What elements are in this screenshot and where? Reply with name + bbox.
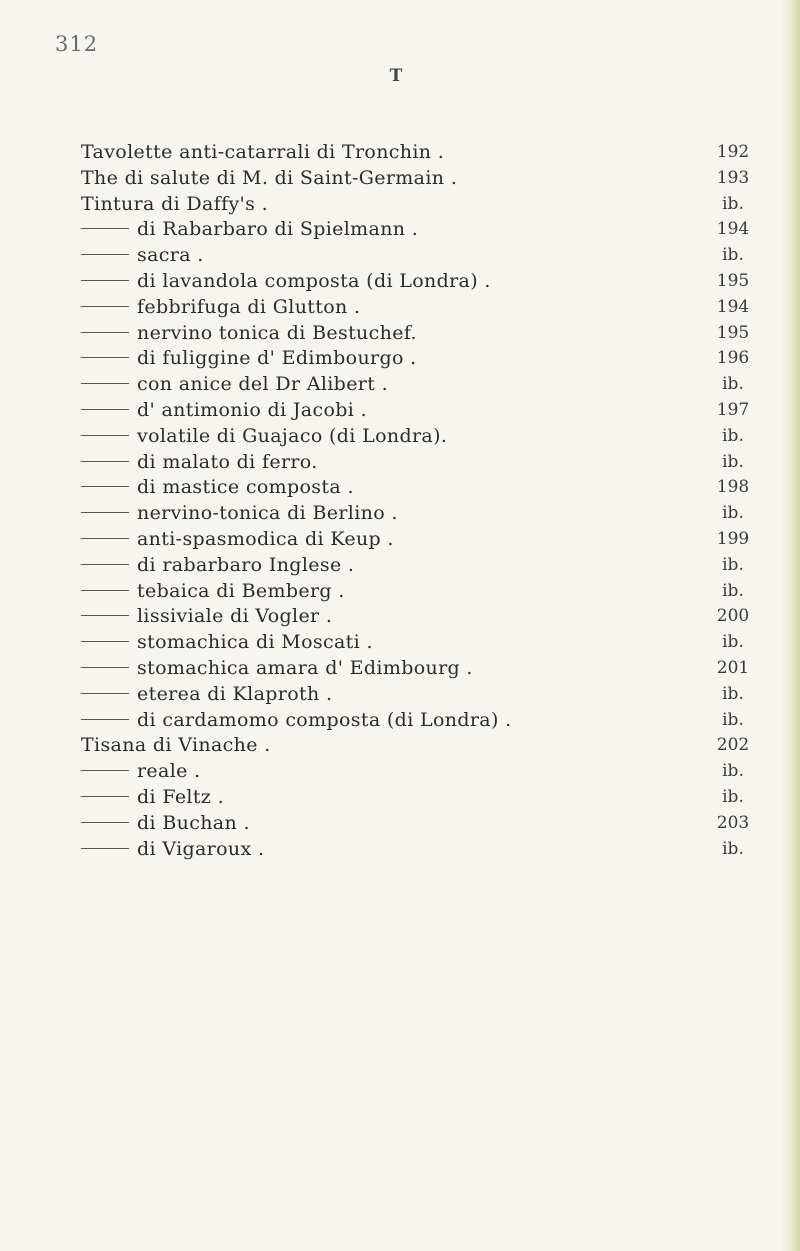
index-entry [81, 243, 757, 269]
index-entry [81, 837, 757, 863]
entry-text: stomachica amara d' Edimbourg . [137, 656, 473, 679]
index-list [81, 140, 757, 862]
index-entry [81, 553, 757, 579]
entry-page-ref: 194 [716, 219, 750, 240]
index-entry [81, 811, 757, 837]
ditto-dash [81, 332, 129, 333]
entry-text: Tintura di Daffy's . [81, 192, 268, 215]
ditto-dash [81, 383, 129, 384]
entry-text: di Buchan . [137, 811, 250, 834]
index-entry [81, 217, 757, 243]
entry-page-ref: 194 [716, 296, 750, 317]
index-entry [81, 140, 757, 166]
index-entry [81, 785, 757, 811]
entry-page-ref: 195 [716, 322, 750, 343]
entry-text: di lavandola composta (di Londra) . [137, 269, 491, 292]
entry-page-ref: 195 [716, 270, 750, 291]
index-entry [81, 501, 757, 527]
entry-text: eterea di Klaproth . [137, 682, 333, 705]
entry-text: di fuliggine d' Edimbourgo . [137, 347, 417, 370]
page-number: 312 [55, 32, 99, 56]
entry-page-ref: 192 [716, 142, 750, 162]
index-entry [81, 733, 757, 759]
index-entry [81, 166, 757, 192]
entry-page-ref: 196 [716, 348, 750, 369]
ditto-dash [81, 719, 129, 720]
ditto-dash [81, 435, 129, 436]
ditto-dash [81, 667, 129, 668]
ditto-dash [81, 486, 129, 487]
entry-page-ref: 197 [716, 399, 750, 420]
index-entry [81, 708, 757, 734]
entry-page-ref: 198 [716, 477, 750, 498]
entry-text: volatile di Guajaco (di Londra). [137, 424, 448, 447]
entry-page-ref: ib. [722, 709, 744, 730]
index-entry [81, 682, 757, 708]
entry-text: Tavolette anti-catarrali di Tronchin . [81, 141, 445, 163]
entry-page-ref: ib. [722, 425, 744, 446]
ditto-dash [81, 770, 129, 771]
entry-page-ref: ib. [722, 503, 744, 524]
entry-text: sacra . [137, 244, 204, 267]
ditto-dash [81, 641, 129, 642]
entry-page-ref: ib. [722, 838, 744, 859]
entry-text: di rabarbaro Inglese . [137, 553, 355, 576]
entry-text: di mastice composta . [137, 476, 354, 499]
entry-page-ref: 193 [716, 167, 750, 188]
entry-text: lissiviale di Vogler . [137, 605, 333, 628]
index-entry [81, 656, 757, 682]
entry-text: The di salute di M. di Saint-Germain . [81, 166, 458, 189]
ditto-dash [81, 512, 129, 513]
entry-page-ref: 200 [716, 606, 750, 627]
entry-text: Tisana di Vinache . [81, 734, 271, 757]
entry-page-ref: ib. [722, 580, 744, 601]
index-entry [81, 630, 757, 656]
ditto-dash [81, 693, 129, 694]
page-edge [782, 0, 800, 1251]
entry-text: di cardamomo composta (di Londra) . [137, 708, 512, 731]
entry-page-ref: ib. [722, 245, 744, 266]
entry-page-ref: 201 [716, 657, 750, 678]
ditto-dash [81, 822, 129, 823]
ditto-dash [81, 357, 129, 358]
entry-page-ref: ib. [722, 632, 744, 653]
ditto-dash [81, 564, 129, 565]
entry-text: tebaica di Bemberg . [137, 579, 345, 602]
ditto-dash [81, 615, 129, 616]
entry-text: di Feltz . [137, 785, 224, 808]
index-entry [81, 450, 757, 476]
entry-page-ref: ib. [722, 786, 744, 807]
ditto-dash [81, 280, 129, 281]
index-entry [81, 475, 757, 501]
section-letter: T [389, 66, 403, 86]
entry-page-ref: ib. [722, 761, 744, 782]
index-entry [81, 269, 757, 295]
index-entry [81, 527, 757, 553]
entry-page-ref: ib. [722, 193, 744, 214]
entry-text: anti-spasmodica di Keup . [137, 527, 394, 550]
entry-page-ref: ib. [722, 554, 744, 575]
index-entry [81, 398, 757, 424]
entry-text: con anice del Dr Alibert . [137, 373, 388, 396]
entry-text: stomachica di Moscati . [137, 631, 373, 654]
ditto-dash [81, 848, 129, 849]
ditto-dash [81, 306, 129, 307]
index-entry [81, 604, 757, 630]
entry-page-ref: ib. [722, 451, 744, 472]
ditto-dash [81, 228, 129, 229]
index-entry [81, 579, 757, 605]
entry-text: reale . [137, 760, 201, 783]
index-entry [81, 192, 757, 218]
entry-text: di Vigaroux . [137, 837, 265, 860]
index-entry [81, 295, 757, 321]
ditto-dash [81, 590, 129, 591]
entry-text: di malato di ferro. [137, 450, 318, 473]
entry-page-ref: ib. [722, 683, 744, 704]
ditto-dash [81, 254, 129, 255]
ditto-dash [81, 461, 129, 462]
entry-page-ref: 199 [716, 528, 750, 549]
entry-text: d' antimonio di Jacobi . [137, 398, 367, 421]
ditto-dash [81, 409, 129, 410]
entry-text: nervino tonica di Bestuchef. [137, 321, 417, 344]
entry-text: di Rabarbaro di Spielmann . [137, 218, 419, 241]
index-entry [81, 372, 757, 398]
index-entry [81, 424, 757, 450]
ditto-dash [81, 538, 129, 539]
index-entry [81, 759, 757, 785]
entry-text: febbrifuga di Glutton . [137, 295, 361, 318]
index-entry [81, 321, 757, 347]
entry-page-ref: 203 [716, 812, 750, 833]
entry-page-ref: ib. [722, 374, 744, 395]
entry-page-ref: 202 [716, 735, 750, 756]
index-entry [81, 346, 757, 372]
ditto-dash [81, 796, 129, 797]
entry-text: nervino-tonica di Berlino . [137, 502, 398, 525]
